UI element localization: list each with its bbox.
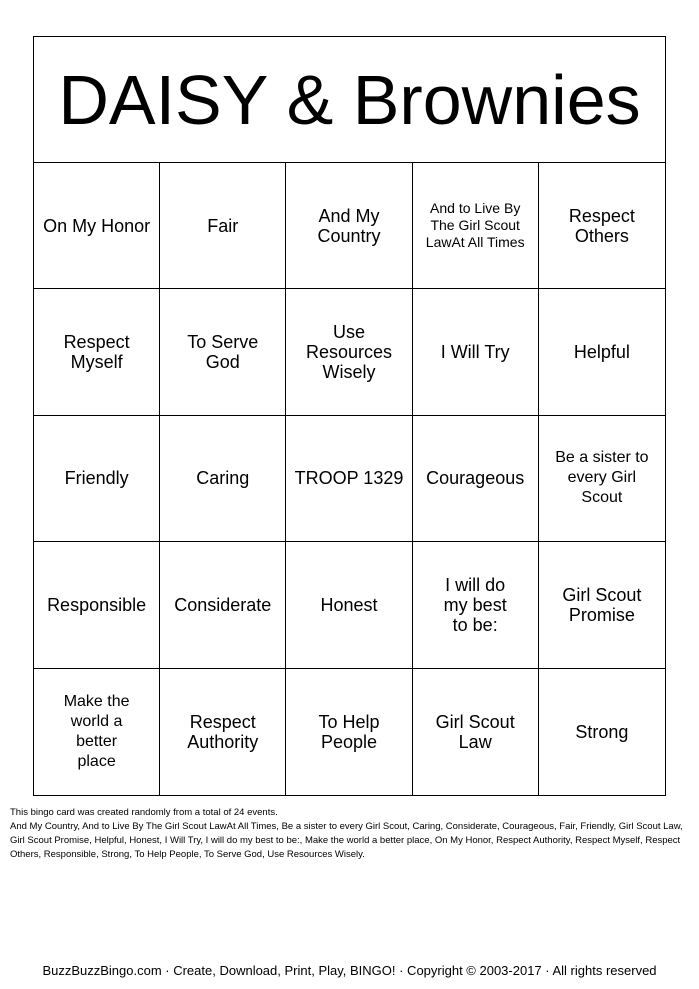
bingo-grid [34, 163, 665, 795]
bingo-cell [286, 669, 412, 795]
note-event-list: And My Country, And to Live By The Girl Scout LawAt All Times, Be a sister to every Girl Scout, Caring, Considerate, Courageous, Fair, Friendly, Girl Scout Law, Girl Scout Promise, Helpful, Honest, I Will Try, I will do my best to be:, Make the world a better place, On My Honor, Respect Authority, Respect Myself, Respect Others, Responsible, Strong, To Help People, To Serve God, Use Resources Wisely. [10, 821, 683, 860]
bingo-cell [539, 669, 665, 795]
cell-text: And My Country [317, 205, 381, 246]
bingo-cell [286, 289, 412, 415]
cell-text: I will do my best to be: [443, 574, 507, 635]
cell-text: Respect Others [568, 205, 635, 246]
bingo-cell [34, 289, 160, 415]
cell-text: Girl Scout Promise [562, 584, 642, 625]
cell-text: I Will Try [440, 342, 510, 363]
bingo-cell [34, 416, 160, 542]
cell-text: Girl Scout Law [435, 711, 515, 752]
cell-text: Friendly [64, 468, 129, 489]
cell-text: And to Live By The Girl Scout LawAt All Times [425, 200, 525, 251]
bingo-cell [539, 542, 665, 668]
cell-text: Fair [207, 215, 239, 236]
bingo-cell [413, 289, 539, 415]
cell-text: TROOP 1329 [294, 468, 404, 489]
cell-text: To Serve God [187, 332, 259, 373]
bingo-cell [286, 163, 412, 289]
card-title: DAISY & Brownies [58, 60, 641, 139]
bingo-card [33, 36, 666, 796]
cell-text: To Help People [318, 711, 380, 752]
bingo-cell [160, 289, 286, 415]
bingo-cell [160, 163, 286, 289]
cell-text: Respect Myself [63, 332, 130, 373]
bingo-cell [160, 416, 286, 542]
cell-text: Courageous [426, 468, 525, 489]
bingo-cell [539, 416, 665, 542]
bingo-cell [413, 416, 539, 542]
bingo-cell [539, 163, 665, 289]
bingo-cell [286, 542, 412, 668]
cell-text: Make the world a better place [63, 692, 130, 770]
bingo-cell [413, 542, 539, 668]
cell-text: Considerate [174, 594, 272, 615]
bingo-cell [286, 416, 412, 542]
bingo-cell [160, 542, 286, 668]
bingo-cell [413, 669, 539, 795]
note-intro: This bingo card was created randomly from a total of 24 events. [10, 807, 278, 818]
cell-text: Helpful [573, 342, 630, 363]
cell-text: Caring [196, 468, 250, 489]
title-row [34, 37, 665, 163]
cell-text: On My Honor [43, 215, 151, 236]
footer-copyright: BuzzBuzzBingo.com · Create, Download, Print, Play, BINGO! · Copyright © 2003-2017 · All rights reserved [42, 963, 657, 978]
cell-text: Responsible [47, 594, 147, 615]
bingo-cell [34, 163, 160, 289]
bingo-cell [34, 542, 160, 668]
bingo-cell [160, 669, 286, 795]
cell-text: Respect Authority [187, 711, 259, 752]
cell-text: Use Resources Wisely [305, 322, 393, 383]
bingo-cell [34, 669, 160, 795]
bingo-cell [413, 163, 539, 289]
cell-text: Be a sister to every Girl Scout [555, 449, 649, 507]
cell-text: Honest [320, 594, 378, 615]
bingo-cell [539, 289, 665, 415]
cell-text: Strong [575, 721, 629, 742]
card-note [10, 806, 690, 862]
